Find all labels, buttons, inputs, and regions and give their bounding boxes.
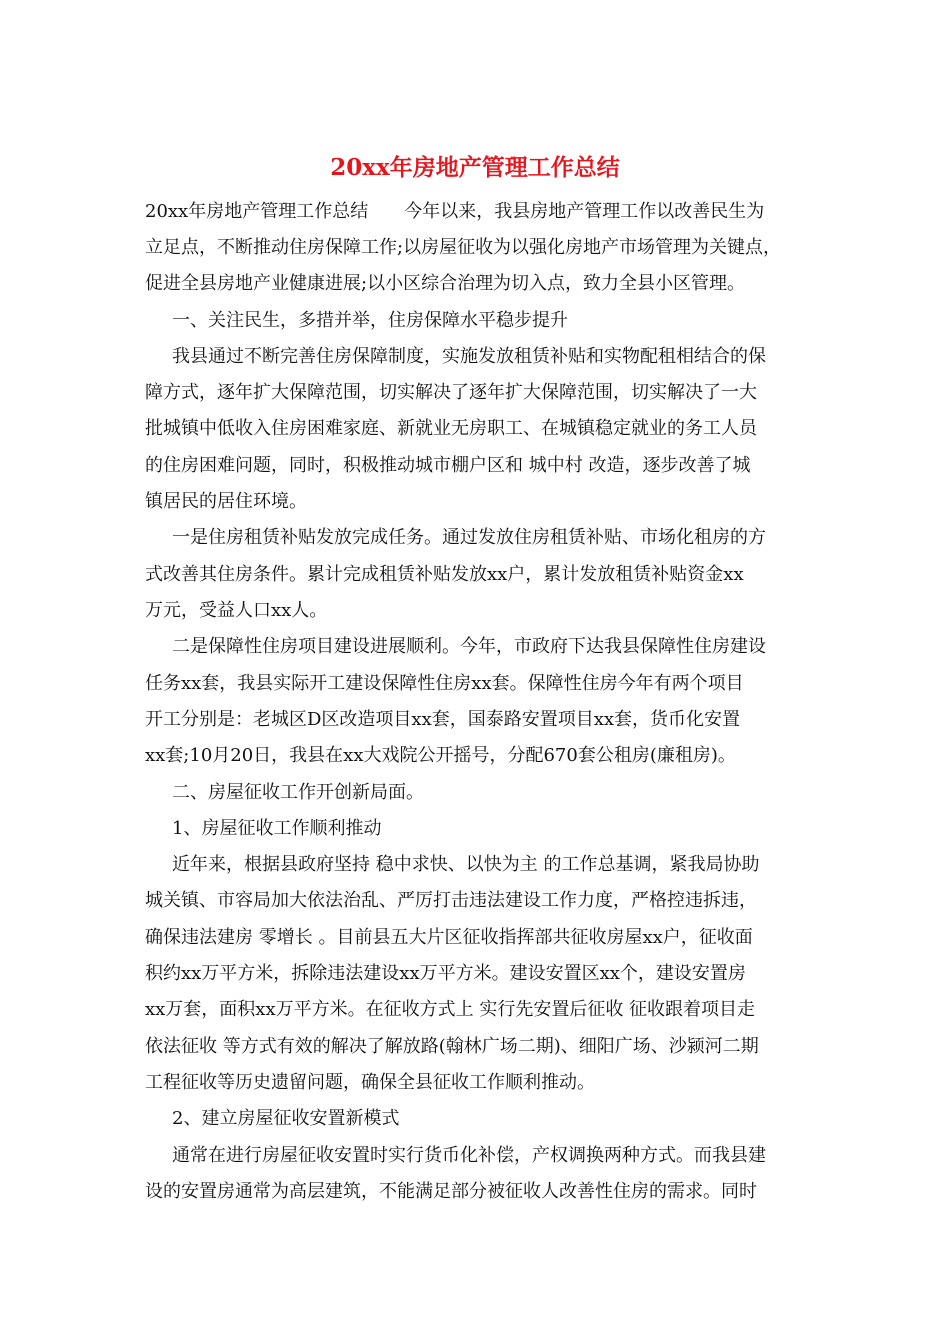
text-line: 立足点，不断推动住房保障工作;以房屋征收为以强化房地产市场管理为关键点，	[145, 237, 782, 258]
document-title: 20xx年房地产管理工作总结	[330, 154, 620, 181]
text-line: 通常在进行房屋征收安置时实行货币化补偿，产权调换两种方式。而我县建	[172, 1145, 766, 1166]
text-line: 式改善其住房条件。累计完成租赁补贴发放xx户，累计发放租赁补贴资金xx	[145, 564, 744, 585]
text-line: 障方式，逐年扩大保障范围，切实解决了逐年扩大保障范围，切实解决了一大	[145, 382, 757, 403]
section-heading: 二、房屋征收工作开创新局面。	[172, 782, 424, 803]
text-line: 设的安置房通常为高层建筑，不能满足部分被征收人改善性住房的需求。同时	[145, 1181, 757, 1202]
text-line: 二是保障性住房项目建设进展顺利。今年，市政府下达我县保障性住房建设	[172, 636, 766, 657]
text-line: 工程征收等历史遗留问题，确保全县征收工作顺利推动。	[145, 1072, 595, 1093]
text-line: 确保违法建房 零增长 。目前县五大片区征收指挥部共征收房屋xx户，征收面	[145, 927, 753, 948]
text-line: 积约xx万平方米，拆除违法建设xx万平方米。建设安置区xx个，建设安置房	[145, 963, 746, 984]
subsection-heading: 1、房屋征收工作顺利推动	[172, 818, 382, 839]
section-heading: 一、关注民生，多措并举，住房保障水平稳步提升	[172, 310, 568, 331]
text-line: 20xx年房地产管理工作总结 今年以来，我县房地产管理工作以改善民生为	[145, 201, 765, 222]
text-line: 镇居民的居住环境。	[145, 491, 307, 512]
text-line: 批城镇中低收入住房困难家庭、新就业无房职工、在城镇稳定就业的务工人员	[145, 418, 757, 439]
text-line: 开工分别是：老城区D区改造项目xx套，国泰路安置项目xx套，货币化安置	[145, 709, 741, 730]
text-line: 我县通过不断完善住房保障制度，实施发放租赁补贴和实物配租相结合的保	[172, 346, 766, 367]
subsection-heading: 2、建立房屋征收安置新模式	[172, 1108, 400, 1129]
text-line: 任务xx套，我县实际开工建设保障性住房xx套。保障性住房今年有两个项目	[145, 673, 744, 694]
text-line: 的住房困难问题，同时，积极推动城市棚户区和 城中村 改造，逐步改善了城	[145, 455, 751, 476]
text-line: xx套;10月20日，我县在xx大戏院公开摇号，分配670套公租房(廉租房)。	[145, 745, 736, 766]
text-line: 万元，受益人口xx人。	[145, 600, 328, 621]
text-line: xx万套，面积xx万平方米。在征收方式上 实行先安置后征收 征收跟着项目走	[145, 999, 756, 1020]
text-line: 促进全县房地产业健康进展;以小区综合治理为切入点，致力全县小区管理。	[145, 273, 746, 294]
text-line: 依法征收 等方式有效的解决了解放路(翰林广场二期)、细阳广场、沙颍河二期	[145, 1036, 759, 1057]
text-line: 一是住房租赁补贴发放完成任务。通过发放住房租赁补贴、市场化租房的方	[172, 527, 766, 548]
text-line: 近年来，根据县政府坚持 稳中求快、以快为主 的工作总基调，紧我局协助	[172, 854, 760, 875]
text-line: 城关镇、市容局加大依法治乱、严厉打击违法建设工作力度，严格控违拆违，	[145, 890, 757, 911]
